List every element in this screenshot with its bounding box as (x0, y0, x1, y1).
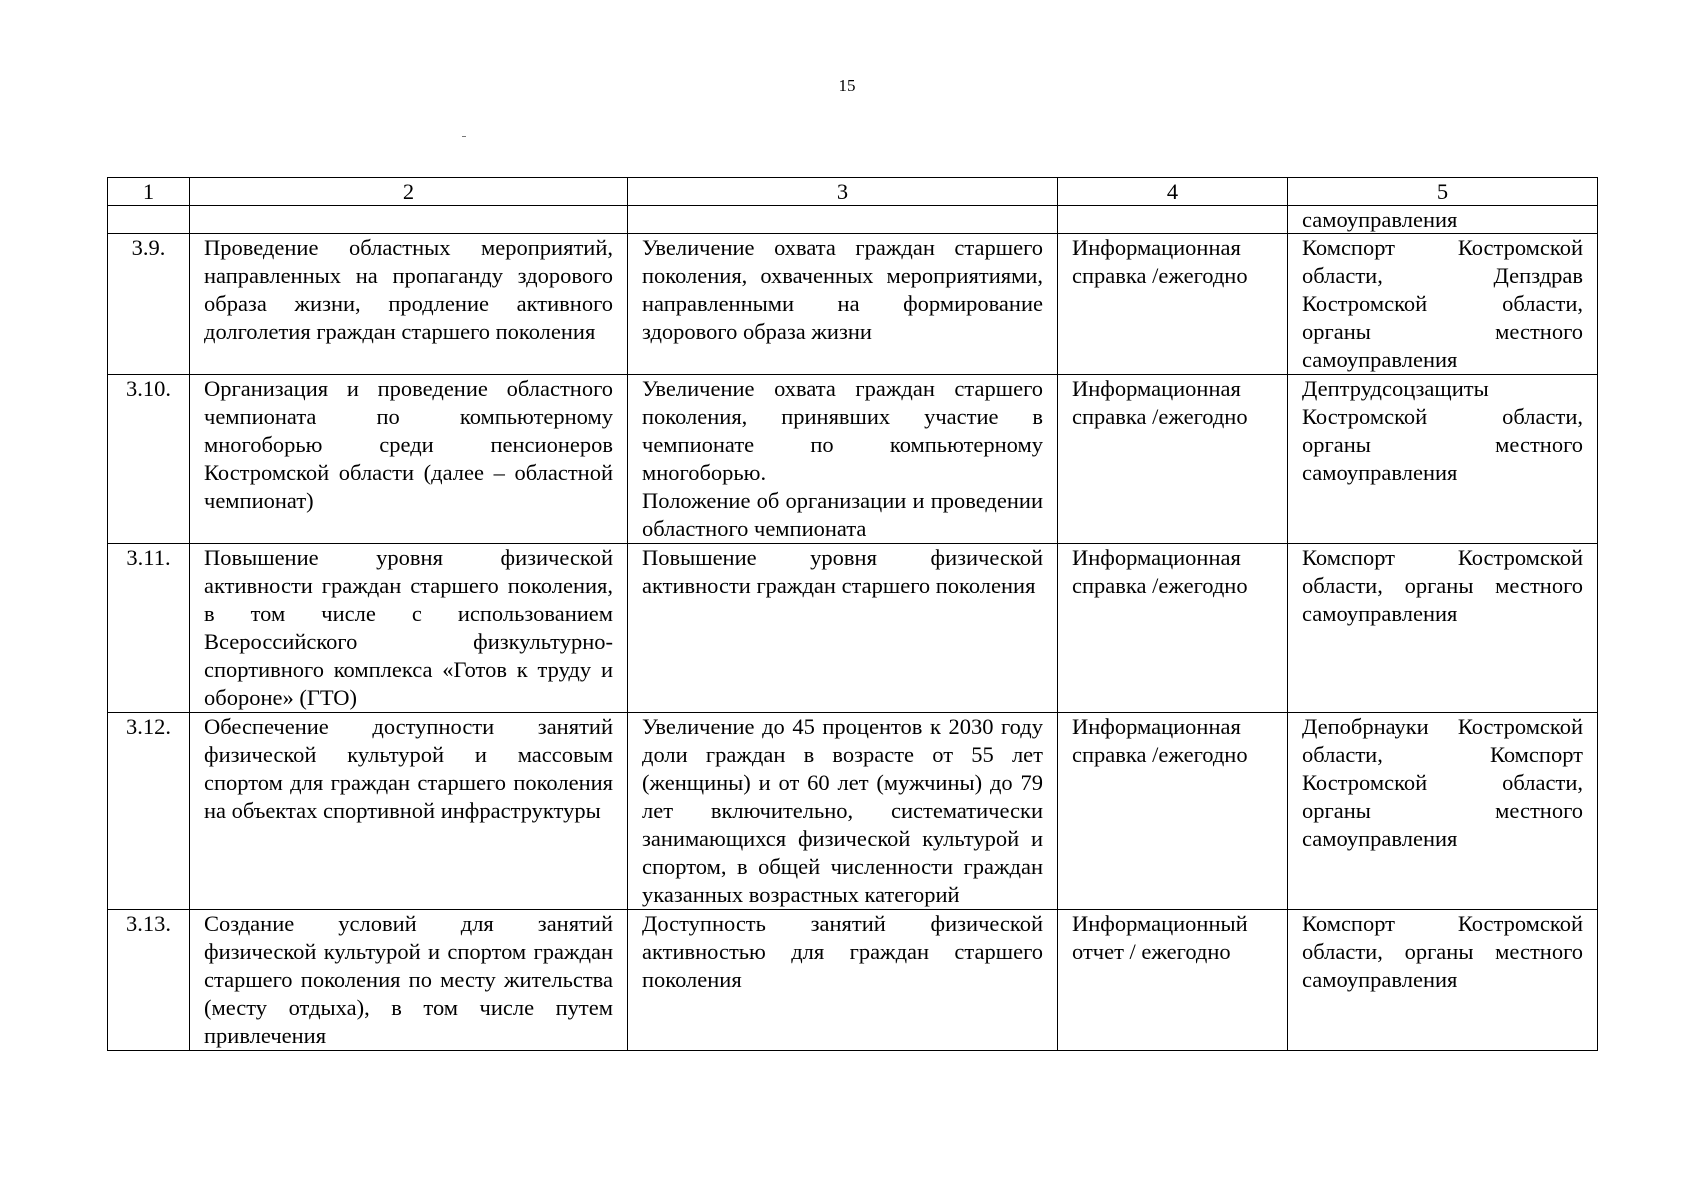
cell-empty (190, 206, 628, 234)
cell-empty (108, 206, 190, 234)
cell-measure: Повышение уровня физической активности граждан старшего поколения, в том числе с использованием Всероссийского физкультурно-спортивного комплекса «Готов к труду и обороне» (ГТО) (190, 544, 628, 713)
page-number: 15 (838, 76, 856, 95)
row-number: 3.10. (108, 375, 190, 544)
cell-measure: Проведение областных мероприятий, направленных на пропаганду здорового образа жизни, продление активного долголетия граждан старшего поколения (190, 234, 628, 375)
cell-responsible: самоуправления (1288, 206, 1598, 234)
table-row (108, 713, 1598, 910)
cell-report-form: Информационная справка /ежегодно (1058, 234, 1288, 375)
cell-measure: Организация и проведение областного чемпионата по компьютерному многоборью среди пенсионеров Костромской области (далее – областной чемпионат) (190, 375, 628, 544)
scan-mark (462, 136, 466, 137)
row-number: 3.12. (108, 713, 190, 910)
cell-result: Увеличение до 45 процентов к 2030 году доли граждан в возрасте от 55 лет (женщины) и от 60 лет (мужчины) до 79 лет включительно, систематически занимающихся физической культурой и спортом, в общей численности граждан указанных возрастных категорий (628, 713, 1058, 910)
header-col-5: 5 (1288, 178, 1598, 206)
header-col-1: 1 (108, 178, 190, 206)
header-col-3: 3 (628, 178, 1058, 206)
cell-responsible: Депобрнауки Костромской области, Комспорт Костромской области, органы местного самоуправления (1288, 713, 1598, 910)
header-col-2: 2 (190, 178, 628, 206)
table-row (108, 544, 1598, 713)
cell-report-form: Информационная справка /ежегодно (1058, 713, 1288, 910)
cell-measure: Создание условий для занятий физической культурой и спортом граждан старшего поколения по месту жительства (месту отдыха), в том числе путем привлечения (190, 910, 628, 1051)
cell-report-form: Информационный отчет / ежегодно (1058, 910, 1288, 1051)
cell-report-form: Информационная справка /ежегодно (1058, 544, 1288, 713)
result-text: Увеличение охвата граждан старшего поколения, принявших участие в чемпионате по компьютерному многоборью. (642, 376, 1043, 485)
cell-empty (1058, 206, 1288, 234)
cell-result: Доступность занятий физической активностью для граждан старшего поколения (628, 910, 1058, 1051)
table-row (108, 375, 1598, 544)
cell-result: Увеличение охвата граждан старшего поколения, охваченных мероприятиями, направленными на формирование здорового образа жизни (628, 234, 1058, 375)
table-row (108, 234, 1598, 375)
header-col-4: 4 (1058, 178, 1288, 206)
cell-result: Повышение уровня физической активности граждан старшего поколения (628, 544, 1058, 713)
cell-responsible: Комспорт Костромской области, органы местного самоуправления (1288, 544, 1598, 713)
continuation-row (108, 206, 1598, 234)
cell-measure: Обеспечение доступности занятий физической культурой и массовым спортом для граждан старшего поколения на объектах спортивной инфраструктуры (190, 713, 628, 910)
row-number: 3.13. (108, 910, 190, 1051)
cell-responsible: Дептрудсоцзащиты Костромской области, органы местного самоуправления (1288, 375, 1598, 544)
row-number: 3.11. (108, 544, 190, 713)
cell-responsible: Комспорт Костромской области, органы местного самоуправления (1288, 910, 1598, 1051)
cell-report-form: Информационная справка /ежегодно (1058, 375, 1288, 544)
row-number: 3.9. (108, 234, 190, 375)
cell-empty (628, 206, 1058, 234)
result-text-extra: Положение об организации и проведении областного чемпионата (642, 488, 1043, 541)
table-header-row (108, 178, 1598, 206)
measures-table (107, 177, 1598, 1051)
cell-result (628, 375, 1058, 544)
table-row (108, 910, 1598, 1051)
cell-responsible: Комспорт Костромской области, Депздрав Костромской области, органы местного самоуправления (1288, 234, 1598, 375)
